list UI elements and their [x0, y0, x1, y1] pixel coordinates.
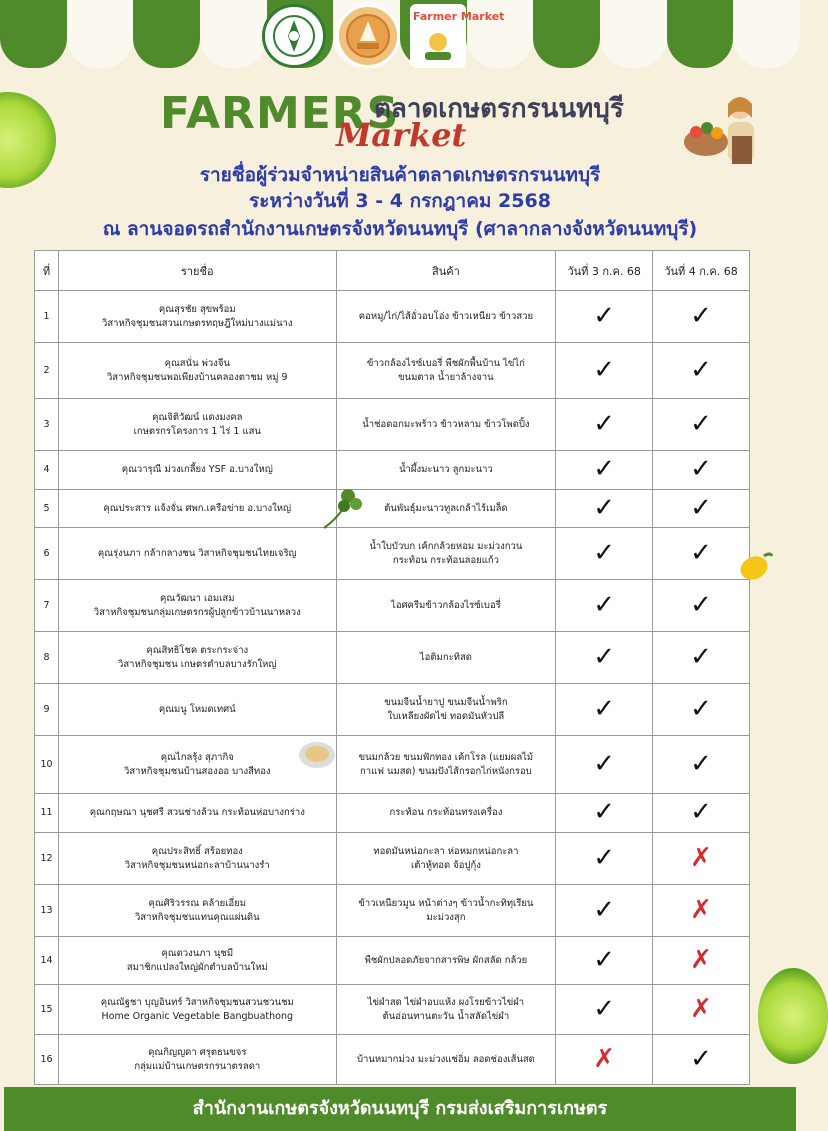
vendor-name-text: คุณสุรชัย สุขพร้อม วิสาหกิจชุมชนสวนเกษตรทฤษฎีใหม่บางแม่นาง — [102, 303, 293, 329]
day2-status-text: ✗ — [690, 944, 712, 975]
vendor-product-text: ข้าวกล้องไรซ์เบอรี่ พืชผักพื้นบ้าน ไข่ไก่ ขนมตาล น้ำยาล้างจาน — [366, 357, 525, 383]
vendor-product-text: น้ำผึ้งมะนาว ลูกมะนาว — [399, 463, 493, 475]
vendor-product-text: ไอติมกะทิสด — [419, 651, 472, 663]
day1-status — [556, 937, 653, 985]
province-seal-logo — [336, 4, 400, 68]
day1-status — [556, 489, 653, 528]
row-number-text: 12 — [40, 852, 53, 864]
row-number-text: 5 — [43, 502, 50, 514]
vendor-name — [58, 684, 336, 736]
vendor-name-text: คุณศิริวรรณ คล้ายเอี่ยม วิสาหกิจชุมชนแทนคุณแผ่นดิน — [134, 897, 260, 923]
vendor-product — [336, 580, 556, 632]
row-number — [35, 451, 59, 490]
farmer-market-logo-text: Farmer Market — [413, 10, 505, 23]
vendor-product — [336, 794, 556, 833]
day1-status — [556, 985, 653, 1035]
row-number-text: 6 — [43, 547, 50, 559]
header-day1: วันที่ 3 ก.ค. 68 — [556, 251, 653, 291]
day1-status-text: ✓ — [593, 944, 616, 975]
day1-status-text: ✓ — [593, 797, 616, 828]
day2-status-text: ✓ — [690, 797, 712, 828]
day1-status-text: ✓ — [593, 492, 616, 523]
day1-status-text: ✗ — [593, 1043, 616, 1074]
vendor-product-text: ไอศครีมข้าวกล้องไรซ์เบอรี่ — [391, 599, 501, 611]
table-row — [35, 885, 750, 937]
table-row — [35, 528, 750, 580]
table-row — [35, 937, 750, 985]
vendor-product-text: ขนมกล้วย ขนมฟักทอง เค้กโรล (แยมผลไม้ กาแฟ นมสด) ขนมปังไส้กรอกไก่หนังกรอบ — [358, 752, 534, 777]
vendor-name — [58, 794, 336, 833]
row-number — [35, 528, 59, 580]
vendor-name — [58, 632, 336, 684]
title-thai: ตลาดเกษตรกรนนทบุรี — [374, 94, 624, 124]
day2-status — [653, 291, 750, 343]
day1-status — [556, 885, 653, 937]
vendor-product-text: คอหมู/ไก่/ไส้อั่วอบโอ่ง ข้าวเหนียว ข้าวสวย — [358, 310, 534, 322]
table-row — [35, 1035, 750, 1085]
row-number-text: 13 — [40, 904, 53, 916]
vendor-product-text: ต้นพันธุ์มะนาวทูลเกล้าไร้เมล็ด — [384, 502, 508, 514]
day2-status-text: ✓ — [690, 642, 712, 673]
day1-status — [556, 684, 653, 736]
day2-status-text: ✓ — [690, 300, 712, 331]
day1-status-text: ✓ — [593, 894, 616, 925]
vendor-name — [58, 528, 336, 580]
subtitle-line2: ระหว่างวันที่ 3 - 4 กรกฎาคม 2568 — [249, 190, 551, 212]
vendor-name-text: คุณณัฐชา บุญอินทร์ วิสาหกิจชุมชนสวนชวนชม Home Organic Vegetable Bangbuathong — [100, 996, 294, 1022]
vendor-name-text: คุณวัฒนา เอมเสม วิสาหกิจชุมชนกลุ่มเกษตรกรผู้ปลูกข้าวบ้านนาหลวง — [93, 593, 301, 618]
row-number-text: 8 — [43, 651, 50, 663]
row-number-text: 9 — [43, 703, 50, 715]
vendor-name-text: คุณกฤษณา นุชศรี สวนช่างล้วน กระท้อนห่อบางกร่าง — [89, 807, 305, 819]
table-row — [35, 343, 750, 399]
day2-status — [653, 833, 750, 885]
day2-status-text: ✗ — [690, 894, 712, 925]
day2-status-text: ✓ — [690, 492, 712, 523]
row-number-text: 14 — [40, 954, 53, 966]
vendor-name — [58, 985, 336, 1035]
day1-status-text: ✓ — [593, 300, 616, 331]
vendor-product — [336, 343, 556, 399]
day1-status-text: ✓ — [593, 842, 616, 873]
table-row — [35, 833, 750, 885]
row-number — [35, 833, 59, 885]
vendor-product — [336, 451, 556, 490]
vendor-product — [336, 528, 556, 580]
day2-status — [653, 736, 750, 794]
day2-status — [653, 937, 750, 985]
vendor-product — [336, 985, 556, 1035]
vendor-product-text: พืชผักปลอดภัยจากสารพิษ ผักสลัด กล้วย — [364, 954, 528, 966]
day2-status-text: ✓ — [690, 454, 712, 484]
row-number-text: 1 — [43, 310, 50, 322]
header-product: สินค้า — [336, 251, 556, 291]
vendor-product-text: ทอดมันหน่อกะลา ห่อหมกหน่อกะลา เต้าหู้ทอด จ้อปูกุ้ง — [373, 845, 519, 871]
row-number — [35, 291, 59, 343]
day2-status — [653, 451, 750, 490]
day2-status — [653, 1035, 750, 1085]
day1-status — [556, 794, 653, 833]
row-number — [35, 632, 59, 684]
day1-status — [556, 580, 653, 632]
day1-status — [556, 833, 653, 885]
vendor-product-text: น้ำใบบัวบก เค้กกล้วยหอม มะม่วงกวน กระท้อน กระท้อนลอยแก้ว — [369, 541, 523, 566]
day2-status — [653, 580, 750, 632]
agri-office-logo — [262, 4, 326, 68]
day2-status-text: ✓ — [690, 354, 712, 385]
day2-status-text: ✓ — [690, 590, 712, 621]
day2-status — [653, 985, 750, 1035]
day1-status — [556, 736, 653, 794]
row-number — [35, 343, 59, 399]
vendor-product-text: บ้านหมากม่วง มะม่วงแช่อิ่ม ลอดช่องเส้นสด — [356, 1053, 535, 1065]
row-number-text: 4 — [43, 463, 50, 475]
footer-banner: สำนักงานเกษตรจังหวัดนนทบุรี กรมส่งเสริมการเกษตร — [4, 1087, 796, 1131]
row-number — [35, 985, 59, 1035]
vendor-name-text: คุณสนั่น พ่วงจีน วิสาหกิจชุมชนพอเพียงบ้านคลองตาชม หมู่ 9 — [106, 357, 288, 383]
vendor-product-text: กระท้อน กระท้อนทรงเครื่อง — [389, 807, 503, 819]
day2-status — [653, 343, 750, 399]
mango-decoration — [738, 550, 774, 582]
row-number — [35, 684, 59, 736]
row-number — [35, 794, 59, 833]
row-number-text: 15 — [40, 1003, 53, 1015]
header-no: ที่ — [35, 251, 59, 291]
vendor-product — [336, 632, 556, 684]
day2-status — [653, 489, 750, 528]
vendor-product — [336, 885, 556, 937]
subtitle-line1: รายชื่อผู้ร่วมจำหน่ายสินค้าตลาดเกษตรกรนนทบุรี — [199, 164, 601, 186]
day1-status-text: ✓ — [593, 354, 616, 385]
vendor-product — [336, 736, 556, 794]
title-market: Market — [336, 116, 467, 154]
vendor-name-text: คุณวารุณี ม่วงเกลี้ยง YSF อ.บางใหญ่ — [121, 463, 273, 475]
vendor-product — [336, 684, 556, 736]
day1-status-text: ✓ — [593, 749, 616, 780]
day1-status — [556, 528, 653, 580]
day1-status — [556, 399, 653, 451]
row-number — [35, 736, 59, 794]
vendor-product — [336, 489, 556, 528]
row-number — [35, 399, 59, 451]
row-number — [35, 580, 59, 632]
day2-status — [653, 684, 750, 736]
row-number — [35, 489, 59, 528]
vendor-name — [58, 736, 336, 794]
day2-status — [653, 794, 750, 833]
vendor-product — [336, 399, 556, 451]
day1-status — [556, 632, 653, 684]
vendor-name-text: คุณสิทธิโชค ตระกระจ่าง วิสาหกิจชุมชน เกษตรตำบลบางรักใหญ่ — [118, 645, 277, 670]
day2-status-text: ✓ — [690, 749, 712, 780]
vendor-name — [58, 451, 336, 490]
day1-status — [556, 291, 653, 343]
day1-status-text: ✓ — [593, 454, 616, 484]
row-number — [35, 937, 59, 985]
herb-leaf-decoration — [318, 484, 366, 532]
day2-status-text: ✗ — [690, 842, 712, 873]
day2-status-text: ✓ — [690, 538, 712, 569]
vendor-name-text: คุณกิญญดา ศรุตธนขจร กลุ่มแม่บ้านเกษตรกรนาตรลดา — [134, 1046, 261, 1072]
table-row — [35, 580, 750, 632]
farmer-market-logo — [410, 4, 505, 68]
day2-status — [653, 528, 750, 580]
row-number-text: 2 — [43, 364, 50, 376]
row-number-text: 7 — [43, 599, 50, 611]
day1-status-text: ✓ — [593, 993, 616, 1024]
day1-status-text: ✓ — [593, 694, 616, 725]
table-row — [35, 291, 750, 343]
day1-status-text: ✓ — [593, 642, 616, 673]
header-name: รายชื่อ — [58, 251, 336, 291]
vendor-name-text: คุณรุ่งนภา กล้ากลางชน วิสาหกิจชุมชนไทยเจริญ — [97, 547, 297, 559]
vendor-name — [58, 343, 336, 399]
day1-status-text: ✓ — [593, 590, 616, 621]
day2-status-text: ✓ — [690, 1043, 712, 1074]
vendor-name — [58, 885, 336, 937]
row-number — [35, 1035, 59, 1085]
row-number-text: 11 — [40, 807, 53, 819]
row-number-text: 3 — [43, 418, 50, 430]
row-number-text: 10 — [40, 758, 53, 770]
table-header-row — [35, 251, 750, 291]
vendor-table — [34, 250, 750, 1085]
row-number — [35, 885, 59, 937]
vendor-name-text: คุณจิติวัฒน์ แดงมงคล เกษตรกรโครงการ 1 ไร่ 1 แสน — [133, 411, 261, 437]
header-day2: วันที่ 4 ก.ค. 68 — [653, 251, 750, 291]
day1-status — [556, 451, 653, 490]
day2-status — [653, 885, 750, 937]
vendor-product — [336, 291, 556, 343]
vendor-name — [58, 399, 336, 451]
vendor-name-text: คุณประสาร แจ้งจั่น ศพก.เครือข่าย อ.บางใหญ่ — [103, 502, 292, 514]
table-row — [35, 451, 750, 490]
row-number-text: 16 — [40, 1053, 53, 1065]
table-row — [35, 489, 750, 528]
day1-status — [556, 343, 653, 399]
lime-slice-right — [758, 968, 828, 1064]
day2-status-text: ✓ — [690, 408, 712, 439]
table-row — [35, 399, 750, 451]
day1-status-text: ✓ — [593, 538, 616, 569]
table-row — [35, 632, 750, 684]
vendor-product-text: ขนมจีนน้ำยาปู ขนมจีนน้ำพริก ใบเหลียงผัดไข่ ทอดมันหัวปลี — [384, 697, 508, 722]
vendor-name — [58, 1035, 336, 1085]
vendor-name-text: คุณดวงนภา นุชมี สมาชิกแปลงใหญ่ผักตำบลบ้านใหม่ — [126, 947, 268, 973]
day1-status-text: ✓ — [593, 408, 616, 439]
day2-status-text: ✓ — [690, 694, 712, 725]
table-row — [35, 794, 750, 833]
day2-status — [653, 399, 750, 451]
vendor-product-text: ข้าวเหนียวมูน หน้าต่างๆ ข้าวน้ำกะทิทุเรียน มะม่วงสุก — [358, 897, 534, 923]
vendor-name — [58, 937, 336, 985]
vendor-name-text: คุณประสิทธิ์ สร้อยทอง วิสาหกิจชุมชนหน่อกะลาบ้านนางรำ — [124, 845, 270, 871]
dessert-plate-decoration — [298, 740, 336, 770]
vendor-product-text: น้ำช่อดอกมะพร้าว ข้าวหลาม ข้าวโพดปิ้ง — [362, 418, 530, 430]
logo-group — [262, 4, 505, 68]
table-row — [35, 736, 750, 794]
table-row — [35, 985, 750, 1035]
day2-status-text: ✗ — [690, 993, 712, 1024]
day2-status — [653, 632, 750, 684]
day1-status — [556, 1035, 653, 1085]
vendor-name-text: คุณไกลรุ้ง สุภากิจ วิสาหกิจชุมชนบ้านสองออ บางสีทอง — [124, 752, 271, 777]
title-farmers: FARMERS — [160, 88, 400, 139]
subtitle-line3: ณ ลานจอดรถสำนักงานเกษตรจังหวัดนนทบุรี (ศาลากลางจังหวัดนนทบุรี) — [102, 218, 698, 240]
vendor-name-text: คุณมนู โหมดเทศน์ — [158, 703, 236, 715]
table-row — [35, 684, 750, 736]
vendor-name — [58, 489, 336, 528]
vendor-product — [336, 1035, 556, 1085]
vendor-product — [336, 937, 556, 985]
vendor-name — [58, 833, 336, 885]
vendor-product — [336, 833, 556, 885]
vendor-name — [58, 580, 336, 632]
vendor-product-text: ไข่ผำสด ไข่ผำอบแห้ง ผงโรยข้าวไข่ผำ ต้นอ่อนทานตะวัน น้ำสลัดไข่ผำ — [367, 996, 525, 1022]
vendor-name — [58, 291, 336, 343]
